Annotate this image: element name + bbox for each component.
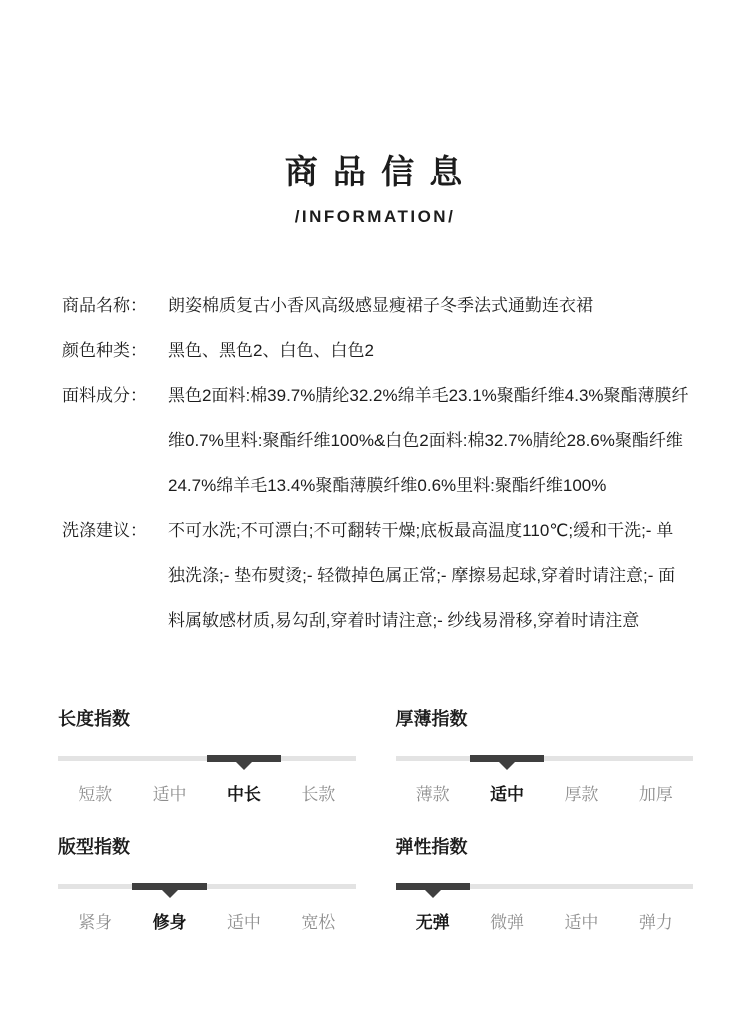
index-group-thickness-title: 厚薄指数: [395, 709, 468, 729]
index-thickness-indicator: [470, 755, 544, 762]
index-elasticity-track: [396, 884, 694, 889]
index-length-track: [58, 756, 356, 761]
index-option: 加厚: [638, 785, 673, 804]
index-group-length: [58, 705, 356, 805]
index-fit-indicator: [132, 883, 206, 890]
index-option: 紧身: [78, 913, 113, 932]
index-elasticity-indicator: [396, 883, 470, 890]
index-option: 适中: [564, 913, 599, 932]
page-subtitle: /INFORMATION/: [294, 207, 456, 226]
index-group-elasticity-title: 弹性指数: [395, 837, 468, 857]
product-info-list: [62, 283, 690, 643]
index-option: 中长: [226, 785, 261, 804]
index-group-length-title: 长度指数: [58, 709, 130, 729]
index-option: 厚款: [564, 785, 599, 804]
info-value-color-types: 黑色、黑色2、白色、白色2: [168, 341, 374, 360]
info-label-product-name: 商品名称：: [62, 296, 147, 315]
index-group-fit: [58, 833, 356, 933]
index-option: 适中: [490, 785, 525, 804]
index-option: 微弹: [490, 913, 525, 932]
index-option: 长款: [301, 785, 336, 804]
index-option: 宽松: [301, 913, 336, 932]
index-fit-track: [58, 884, 356, 889]
index-option: 无弹: [415, 913, 450, 932]
info-label-color-types: 颜色种类：: [62, 341, 147, 360]
index-option: 弹力: [638, 913, 673, 932]
index-option: 适中: [152, 785, 187, 804]
index-fit-options: [58, 908, 356, 933]
index-section: [58, 705, 693, 933]
page-title: 商 品 信 息: [284, 153, 466, 190]
index-option: 薄款: [415, 785, 450, 804]
info-row-washing-advice: [62, 508, 690, 643]
index-group-thickness: [396, 705, 694, 805]
info-value-product-name: 朗姿棉质复古小香风高级感显瘦裙子冬季法式通勤连衣裙: [168, 296, 593, 315]
index-group-elasticity: [396, 833, 694, 933]
index-option: 适中: [226, 913, 261, 932]
index-thickness-options: [396, 780, 694, 805]
index-option: 修身: [152, 913, 187, 932]
index-option: 短款: [78, 785, 113, 804]
info-row-fabric-composition: [62, 373, 690, 508]
header: [0, 0, 750, 227]
info-row-color-types: [62, 328, 690, 373]
info-value-fabric-composition: 黑色2面料:棉39.7%腈纶32.2%绵羊毛23.1%聚酯纤维4.3%聚酯薄膜纤维0.7%里料:聚酯纤维100%&白色2面料:棉32.7%腈纶28.6%聚酯纤维24.7%绵羊毛13.4%聚酯薄膜纤维0.6%里料:聚酯纤维100%: [168, 386, 689, 495]
index-length-indicator: [207, 755, 281, 762]
info-value-washing-advice: 不可水洗;不可漂白;不可翻转干燥;底板最高温度110℃;缓和干洗;- 单独洗涤;- 垫布熨烫;- 轻微掉色属正常;- 摩擦易起球,穿着时请注意;- 面料属敏感材质,易勾刮,穿着时请注意;- 纱线易滑移,穿着时请注意: [168, 521, 676, 630]
index-group-fit-title: 版型指数: [58, 837, 130, 857]
index-length-options: [58, 780, 356, 805]
info-row-product-name: [62, 283, 690, 328]
index-thickness-track: [396, 756, 694, 761]
info-label-washing-advice: 洗涤建议：: [62, 521, 147, 540]
index-elasticity-options: [396, 908, 694, 933]
info-label-fabric-composition: 面料成分：: [62, 386, 147, 405]
